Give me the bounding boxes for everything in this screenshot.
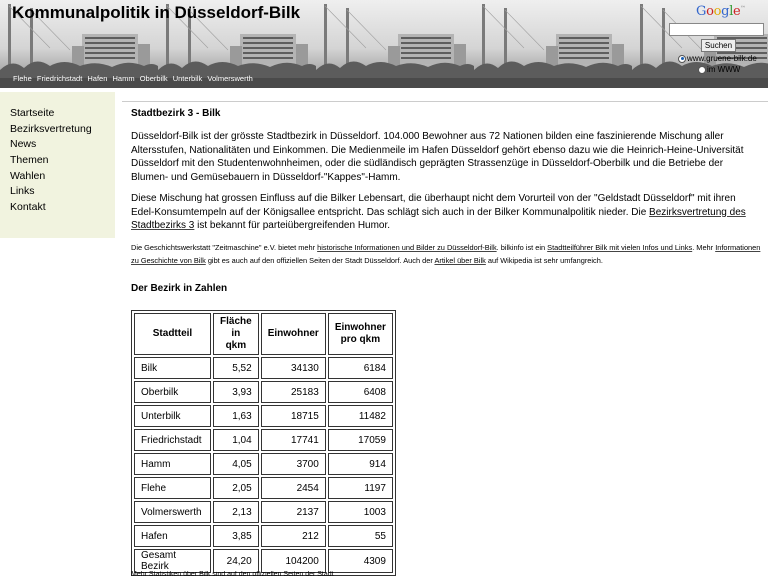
google-logo: Google™: [696, 4, 746, 19]
district-link-unterbilk[interactable]: Unterbilk: [172, 74, 203, 83]
table-cell: 4,05: [213, 453, 259, 475]
main-content: [122, 92, 768, 576]
table-cell: 3,85: [213, 525, 259, 547]
table-cell: 4309: [328, 549, 393, 573]
link-stadtteilfuehrer[interactable]: Stadtteilführer Bilk mit vielen Infos und Links: [547, 243, 693, 252]
table-cell: Oberbilk: [134, 381, 211, 403]
district-link-flehe[interactable]: Flehe: [13, 74, 32, 83]
intro-paragraph: Düsseldorf-Bilk ist der grösste Stadtbezirk in Düsseldorf. 104.000 Bewohner aus 72 Nationen bilden eine faszinierende Mischung aller Altersstufen, Nationalitäten und Einkommen. Die Medienmeile im Hafen Düsseldorf gehört ebenso dazu wie die Heinrich-Heine-Universität Düsseldorf mit den Studentenwohnheimen, oder die südländisch geprägten Strassenzüge in Düsseldorf-Oberbilk und die Betriebe der Blumen- und Gemüsebauern in Düsseldorf-"Kappes"-Hamm.: [131, 131, 744, 183]
table-cell: Gesamt Bezirk: [134, 549, 211, 573]
search-option-site-label: www.gruene-bilk.de: [687, 54, 757, 63]
radio-checked-icon[interactable]: [678, 55, 686, 63]
radio-unchecked-icon[interactable]: [698, 66, 706, 74]
sidebar-item-themen[interactable]: Themen: [10, 154, 49, 167]
search-option-www[interactable]: [698, 65, 740, 74]
table-cell: 1,04: [213, 429, 259, 451]
table-cell: 24,20: [213, 549, 259, 573]
table-cell: Hamm: [134, 453, 211, 475]
district-nav: [13, 74, 256, 83]
table-cell: 6184: [328, 357, 393, 379]
table-cell: 2137: [261, 501, 326, 523]
table-cell: 1197: [328, 477, 393, 499]
table-row: [134, 381, 393, 403]
site-title: Kommunalpolitik in Düsseldorf-Bilk: [12, 3, 301, 22]
district-stats-table: [131, 310, 396, 576]
district-link-oberbilk[interactable]: Oberbilk: [139, 74, 168, 83]
table-cell: Friedrichstadt: [134, 429, 211, 451]
search-option-www-label: im WWW: [707, 65, 741, 74]
table-row: [134, 525, 393, 547]
footer-text-cut: Mehr Statistiken über Bilk sind auf den offiziellen Seiten der Stadt: [131, 571, 334, 576]
table-cell: 3700: [261, 453, 326, 475]
sidebar-item-news[interactable]: News: [10, 138, 37, 151]
district-link-friedrichstadt[interactable]: Friedrichstadt: [36, 74, 83, 83]
table-cell: Bilk: [134, 357, 211, 379]
search-option-site[interactable]: [678, 54, 757, 63]
column-header-einwohner: Einwohner: [261, 313, 326, 355]
header-banner: [0, 0, 768, 88]
district-link-hafen[interactable]: Hafen: [87, 74, 108, 83]
column-header-dichte: Einwohner pro qkm: [328, 313, 393, 355]
link-geschichte-bilk[interactable]: Informationen zu Geschichte von Bilk: [131, 243, 761, 265]
stats-heading: Der Bezirk in Zahlen: [131, 283, 228, 294]
table-cell: 6408: [328, 381, 393, 403]
sidebar-item-startseite[interactable]: Startseite: [10, 107, 55, 119]
table-row-total: [134, 549, 393, 573]
sidebar-nav: [0, 92, 115, 238]
table-cell: 34130: [261, 357, 326, 379]
sources-paragraph: Die Geschichtswerkstatt "Zeitmaschine" e.V. bietet mehr historische Informationen und Bilder zu Düsseldorf-Bilk. bilkinfo ist ein Stadtteilführer Bilk mit vielen Infos und Links. Mehr Informationen zu Geschichte von Bilk gibt es auch auf den offiziellen Seiten der Stadt Düsseldorf. Auch der Artikel über Bilk auf Wikipedia ist sehr umfangreich.: [131, 243, 761, 265]
table-cell: Volmerswerth: [134, 501, 211, 523]
lifestyle-paragraph: Diese Mischung hat grossen Einfluss auf die Bilker Lebensart, die überhaupt nicht dem Vorurteil von der "Geldstadt Düsseldorf" mit ihren Edel-Konsumtempeln auf der Königsallee entspricht. Das schlägt sich auch in der Bilker Kommunalpolitik nieder. Die Bezirksvertretung des Stadtbezirks 3 ist bekannt für parteiübergreifenden Humor.: [131, 193, 746, 231]
divider: [122, 101, 768, 102]
table-row: [134, 453, 393, 475]
sidebar-item-wahlen[interactable]: Wahlen: [10, 169, 46, 182]
table-cell: 3,93: [213, 381, 259, 403]
sidebar-item-bezirksvertretung[interactable]: Bezirksvertretung: [10, 122, 92, 135]
link-bezirksvertretung[interactable]: Bezirksvertretung des Stadtbezirks 3: [131, 206, 746, 231]
table-cell: 212: [261, 525, 326, 547]
sidebar-item-links[interactable]: Links: [10, 185, 35, 198]
table-cell: Hafen: [134, 525, 211, 547]
table-cell: 104200: [261, 549, 326, 573]
table-cell: 17059: [328, 429, 393, 451]
search-input[interactable]: [669, 23, 764, 36]
table-row: [134, 501, 393, 523]
table-cell: 25183: [261, 381, 326, 403]
sidebar-item-kontakt[interactable]: Kontakt: [10, 201, 46, 214]
table-cell: 2,05: [213, 477, 259, 499]
table-cell: Flehe: [134, 477, 211, 499]
table-cell: 55: [328, 525, 393, 547]
table-header-row: [134, 313, 393, 355]
table-cell: 18715: [261, 405, 326, 427]
table-cell: 2454: [261, 477, 326, 499]
table-row: [134, 477, 393, 499]
table-cell: 1003: [328, 501, 393, 523]
district-link-volmerswerth[interactable]: Volmerswerth: [207, 74, 253, 83]
table-cell: 2,13: [213, 501, 259, 523]
table-cell: 5,52: [213, 357, 259, 379]
table-cell: 11482: [328, 405, 393, 427]
table-cell: Unterbilk: [134, 405, 211, 427]
table-row: [134, 429, 393, 451]
table-row: [134, 405, 393, 427]
table-cell: 914: [328, 453, 393, 475]
column-header-stadtteil: Stadtteil: [134, 313, 211, 355]
column-header-flaeche: Fläche in qkm: [213, 313, 259, 355]
page-title: Stadtbezirk 3 - Bilk: [131, 108, 221, 119]
district-link-hamm[interactable]: Hamm: [112, 74, 135, 83]
table-cell: 1,63: [213, 405, 259, 427]
search-button[interactable]: Suchen: [701, 39, 736, 52]
table-row: [134, 357, 393, 379]
link-historische-informationen[interactable]: historische Informationen und Bilder zu Düsseldorf-Bilk: [317, 243, 497, 252]
link-wikipedia-artikel[interactable]: Artikel über Bilk: [434, 255, 486, 265]
table-cell: 17741: [261, 429, 326, 451]
